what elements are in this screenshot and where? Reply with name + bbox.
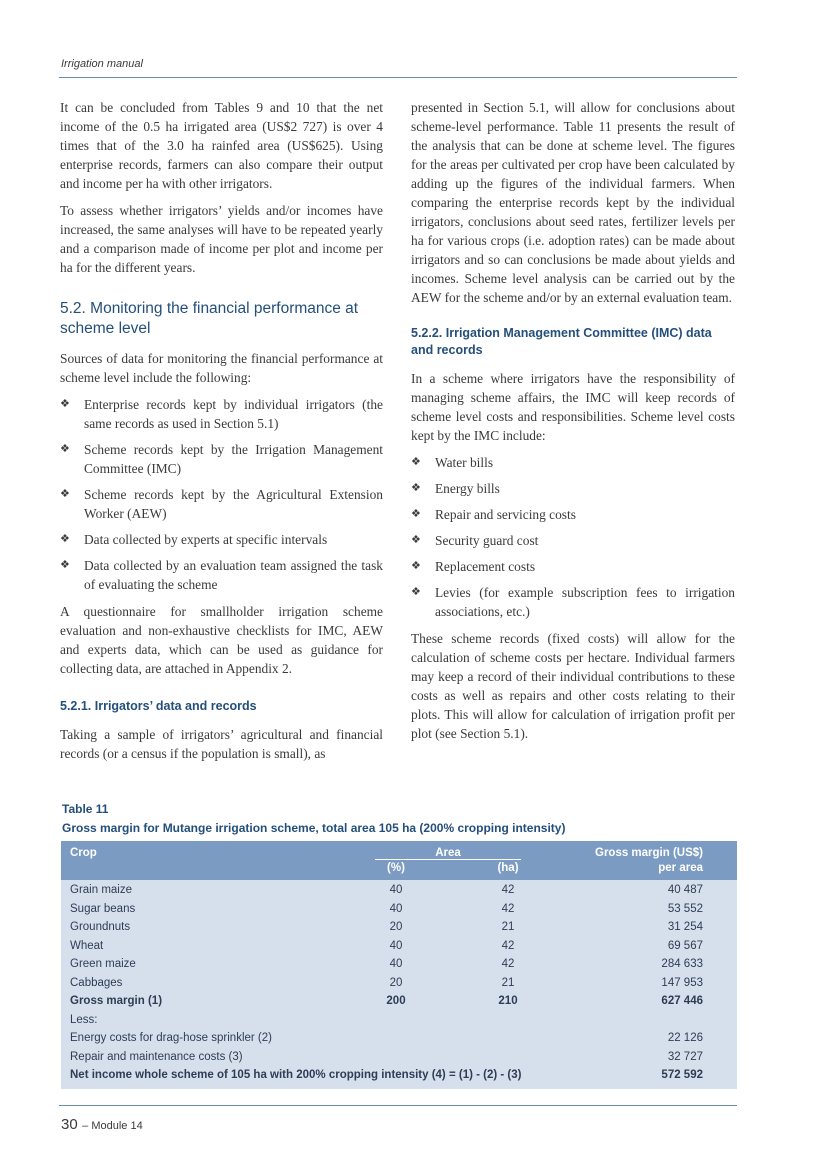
header-crop: Crop [70,847,97,859]
cell-gross-margin: 40 487 [667,884,703,896]
cell-percent: 40 [389,958,403,970]
table-row [61,884,737,902]
cell-hectares: 42 [501,958,515,970]
list-item [60,530,383,549]
table-row [61,921,737,939]
paragraph: presented in Section 5.1, will allow for conclusions about scheme-level performance. Table 11 presents the result of the analysis that can be done at scheme level. The figures for the areas per cultivated per crop have been calculated by adding up the figures of the individual farmers. When comparing the enterprise records kept by the individual irrigators, conclusions about seed rates, fertilizer levels per ha for various crops (i.e. adoption rates) can be made about irrigators and so can conclusions be made about yields and incomes. Scheme level analysis can be carried out by the AEW for the scheme and/or by an external evaluation team. [411,100,735,305]
diamond-bullet-icon: ❖ [60,443,70,455]
list-item-text: Scheme records kept by the Irrigation Management Committee (IMC) [84,442,383,476]
cell-crop: Gross margin (1) [70,995,163,1007]
cell-crop: Wheat [70,939,104,952]
header-rule [59,77,737,78]
page-footer [61,1116,143,1134]
subsection-heading: 5.2.1. Irrigators’ data and records [60,699,257,713]
table-row [61,903,737,921]
header-percent: (%) [387,862,405,874]
list-item [411,583,735,621]
cell-percent: 40 [389,884,403,896]
bullet-list [411,453,735,621]
table-row [61,1069,737,1087]
paragraph: Taking a sample of irrigators’ agricultural and financial records (or a census if the population is small), as [60,727,383,761]
table-row [61,1051,737,1069]
cell-percent: 40 [389,939,403,952]
bullet-list [60,395,383,594]
cell-gross-margin: 627 446 [661,995,703,1007]
cell-hectares: 42 [501,884,515,896]
cell-gross-margin: 22 126 [667,1032,703,1044]
footer-rule [59,1105,737,1106]
diamond-bullet-icon: ❖ [60,488,70,500]
cell-gross-margin: 32 727 [667,1050,703,1063]
cell-hectares: 42 [501,902,515,915]
cell-hectares: 42 [501,939,515,952]
section-heading: 5.2. Monitoring the financial performance at scheme level [60,300,359,337]
list-item-text: Data collected by experts at specific intervals [84,532,328,547]
cell-percent: 20 [389,976,403,989]
left-column [60,98,383,771]
table-row [61,1032,737,1050]
header-per-area: per area [658,862,703,874]
cell-gross-margin: 147 953 [661,976,703,989]
module-label: – Module 14 [82,1120,143,1132]
cell-crop: Energy costs for drag-hose sprinkler (2) [70,1032,272,1044]
list-item [411,557,735,576]
cell-crop: Cabbages [70,976,123,989]
list-item-text: Levies (for example subscription fees to irrigation associations, etc.) [435,585,735,619]
cell-crop: Net income whole scheme of 105 ha with 200% cropping intensity (4) = (1) - (2) - (3) [70,1069,522,1081]
table-header [61,841,737,880]
header-gross-margin: Gross margin (US$) [595,847,703,859]
list-item [411,479,735,498]
area-header-rule [375,859,521,860]
cell-crop: Groundnuts [70,921,131,933]
table-row [61,1014,737,1032]
table-row [61,958,737,976]
list-item [60,556,383,594]
running-header: Irrigation manual [61,58,143,70]
paragraph: A questionnaire for smallholder irrigation scheme evaluation and non-exhaustive checklists for IMC, AEW and experts data, which can be used as guidance for collecting data, are attached in Appendix 2. [60,604,383,676]
diamond-bullet-icon: ❖ [411,586,421,598]
cell-crop: Grain maize [70,884,132,896]
list-item [60,440,383,478]
cell-gross-margin: 53 552 [667,902,703,915]
cell-percent: 20 [389,921,403,933]
diamond-bullet-icon: ❖ [60,533,70,545]
page-number: 30 [61,1116,78,1133]
list-item-text: Repair and servicing costs [435,507,576,522]
diamond-bullet-icon: ❖ [411,534,421,546]
diamond-bullet-icon: ❖ [411,482,421,494]
table-caption: Gross margin for Mutange irrigation scheme, total area 105 ha (200% cropping intensity) [62,821,566,835]
gross-margin-table [61,841,737,1089]
paragraph: Sources of data for monitoring the financial performance at scheme level include the following: [60,351,383,385]
cell-gross-margin: 572 592 [661,1069,703,1081]
diamond-bullet-icon: ❖ [411,560,421,572]
diamond-bullet-icon: ❖ [411,456,421,468]
list-item [60,485,383,523]
header-hectares: (ha) [497,862,519,874]
list-item-text: Security guard cost [435,533,539,548]
table-row [61,977,737,995]
cell-percent: 200 [386,995,406,1007]
list-item-text: Energy bills [435,481,500,496]
list-item [411,453,735,472]
list-item-text: Enterprise records kept by individual irrigators (the same records as used in Section 5.1) [84,397,383,431]
diamond-bullet-icon: ❖ [411,508,421,520]
cell-gross-margin: 31 254 [667,921,703,933]
cell-percent: 40 [389,902,403,915]
cell-hectares: 21 [501,976,515,989]
list-item [60,395,383,433]
paragraph: In a scheme where irrigators have the responsibility of managing scheme affairs, the IMC will keep records of scheme level costs and responsibilities. Scheme level costs kept by the IMC include: [411,371,735,443]
cell-hectares: 210 [498,995,518,1007]
right-column [411,98,735,751]
cell-crop: Less: [70,1013,98,1026]
list-item-text: Data collected by an evaluation team assigned the task of evaluating the scheme [84,558,383,592]
cell-crop: Repair and maintenance costs (3) [70,1050,243,1063]
paragraph: To assess whether irrigators’ yields and/or incomes have increased, the same analyses will have to be repeated yearly and a comparison made of income per plot and income per ha for the different years. [60,203,383,275]
cell-gross-margin: 284 633 [661,958,703,970]
subsection-heading: 5.2.2. Irrigation Management Committee (IMC) data and records [411,326,712,357]
table-row [61,995,737,1013]
diamond-bullet-icon: ❖ [60,398,70,410]
list-item-text: Water bills [435,455,494,470]
paragraph: These scheme records (fixed costs) will allow for the calculation of scheme costs per hectare. Individual farmers may keep a record of their individual contributions to these costs as well as repairs and other costs relating to their plots. This will allow for calculation of irrigation profit per plot (see Section 5.1). [411,631,735,741]
list-item [411,531,735,550]
table-row [61,940,737,958]
table-label: Table 11 [62,802,109,816]
cell-hectares: 21 [501,921,515,933]
cell-crop: Green maize [70,958,136,970]
header-area: Area [435,847,461,859]
list-item [411,505,735,524]
cell-crop: Sugar beans [70,902,136,915]
diamond-bullet-icon: ❖ [60,559,70,571]
list-item-text: Scheme records kept by the Agricultural Extension Worker (AEW) [84,487,383,521]
cell-gross-margin: 69 567 [667,939,703,952]
paragraph: It can be concluded from Tables 9 and 10 that the net income of the 0.5 ha irrigated area (US$2 727) is over 4 times that of the 3.0 ha rainfed area (US$625). Using enterprise records, farmers can also compare their output and income per ha with other irrigators. [60,100,383,191]
list-item-text: Replacement costs [435,559,536,574]
